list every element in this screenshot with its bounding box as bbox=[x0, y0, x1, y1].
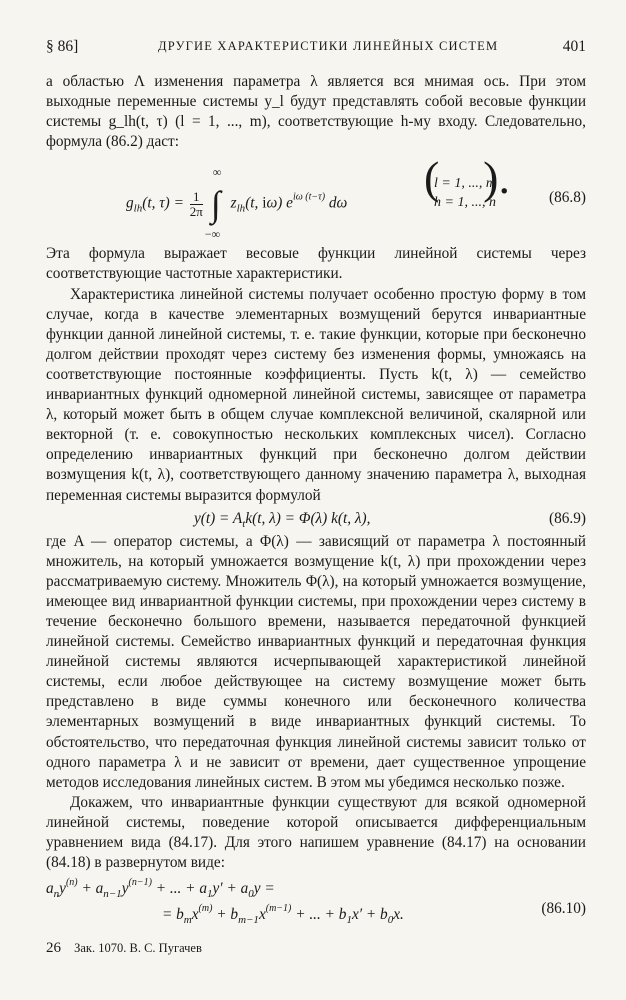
page-body bbox=[46, 72, 586, 925]
equation-86-8-formula: $g_{lh}(t$, τ) = $\frac{1}{2\pi}$ ∞ ∫ −∞ $z_{lh}(t$, iω) $e^{i\omega (t-\tau)}$ dω bbox=[126, 165, 348, 242]
print-order-note: Зак. 1070. В. С. Пугачев bbox=[74, 941, 202, 955]
page-footer bbox=[46, 940, 202, 957]
equation-86-8 bbox=[46, 152, 586, 244]
equation-86-10-line-1: $a_ny^{(n)} + a_{n-1}y^{(n-1)}$ + ... + $a_1y' + a_0y$ = bbox=[46, 877, 275, 901]
paragraph-4: где A — оператор системы, а Φ(λ) — зависящий от параметра λ постоянный множитель, на который умножается возмущение k(t, λ) при прохождении через рассматриваемую систему. Множитель Φ(λ), на который умножается возмущение, имеющее вид инвариантной функции системы, при прохождении через систему в течение бесконечно большого времени, называется передаточной функцией линейной системы. Семейство инвариантных функций и передаточная функция линейной системы являются исчерпывающей характеристикой линейной системы, если любое действующее на систему возмущение может быть представлено в виде суммы конечного или бесконечного количества элементарных возмущений в виде инвариантных функций системы. То обстоятельство, что передаточная функция линейной системы зависит только от одного параметра λ и не зависит от времени, дает существенное упрощение методов исследования линейных систем. В этом мы убедимся несколько позже. bbox=[46, 532, 586, 791]
paragraph-3: Характеристика линейной системы получает особенно простую форму в том случае, когда в качестве элементарных возмущений берутся инвариантные функции данной линейной системы, т. е. такие функции, которые при бесконечно долгом действии проходят через систему без изменения формы, умножаясь на соответствующие постоянные коэффициенты. Пусть k(t, λ) — семейство инвариантных функций одномерной линейной системы, зависящее от параметра λ, который может быть в общем случае комплексной величиной, скалярной или векторной (т. е. совокупностью нескольких комплексных чисел). Согласно определению инвариантных функций при бесконечно долгом действии возмущения k(t, λ), соответствующего данному значению параметра λ, выходная переменная системы выразится формулой bbox=[46, 285, 586, 504]
page-number: 401 bbox=[562, 38, 586, 55]
page-header bbox=[46, 38, 586, 60]
running-title: ДРУГИЕ ХАРАКТЕРИСТИКИ ЛИНЕЙНЫХ СИСТЕМ bbox=[158, 39, 499, 53]
equation-86-10-line-2: = $b_mx^{(m)} + b_{m-1}x^{(m-1)}$ + ... + $b_1x' + b_0x$. bbox=[162, 903, 404, 927]
equation-86-9 bbox=[46, 506, 586, 532]
paragraph-1: а областью Λ изменения параметра λ является вся мнимая ось. При этом выходные переменные системы y_l будут представлять собой весовые функции системы g_lh(t, τ) (l = 1, ..., m), соответствующие h-му входу. Следовательно, формула (86.2) даст: bbox=[46, 73, 586, 151]
paragraph-2: Эта формула выражает весовые функции линейной системы через соответствующие частотные характеристики. bbox=[46, 245, 586, 283]
equation-86-10-number: (86.10) bbox=[541, 900, 586, 918]
equation-86-8-conditions: ( l = 1, ..., m h = 1, ..., n ). bbox=[424, 152, 510, 211]
sheet-signature: 26 bbox=[46, 940, 61, 956]
section-marker: § 86] bbox=[46, 38, 79, 55]
equation-86-10 bbox=[46, 873, 586, 925]
paragraph-5: Докажем, что инвариантные функции существуют для всякой одномерной линейной системы, поведение которой описывается дифференциальным уравнением вида (84.17). Для этого напишем уравнение (84.17) на основании (84.18) в развернутом виде: bbox=[46, 793, 586, 872]
equation-86-9-number: (86.9) bbox=[549, 509, 586, 527]
equation-86-9-formula: $y(t) = A_tk(t$, λ) = Φ(λ) k(t, λ), bbox=[194, 509, 371, 530]
equation-86-8-number: (86.8) bbox=[549, 189, 586, 207]
